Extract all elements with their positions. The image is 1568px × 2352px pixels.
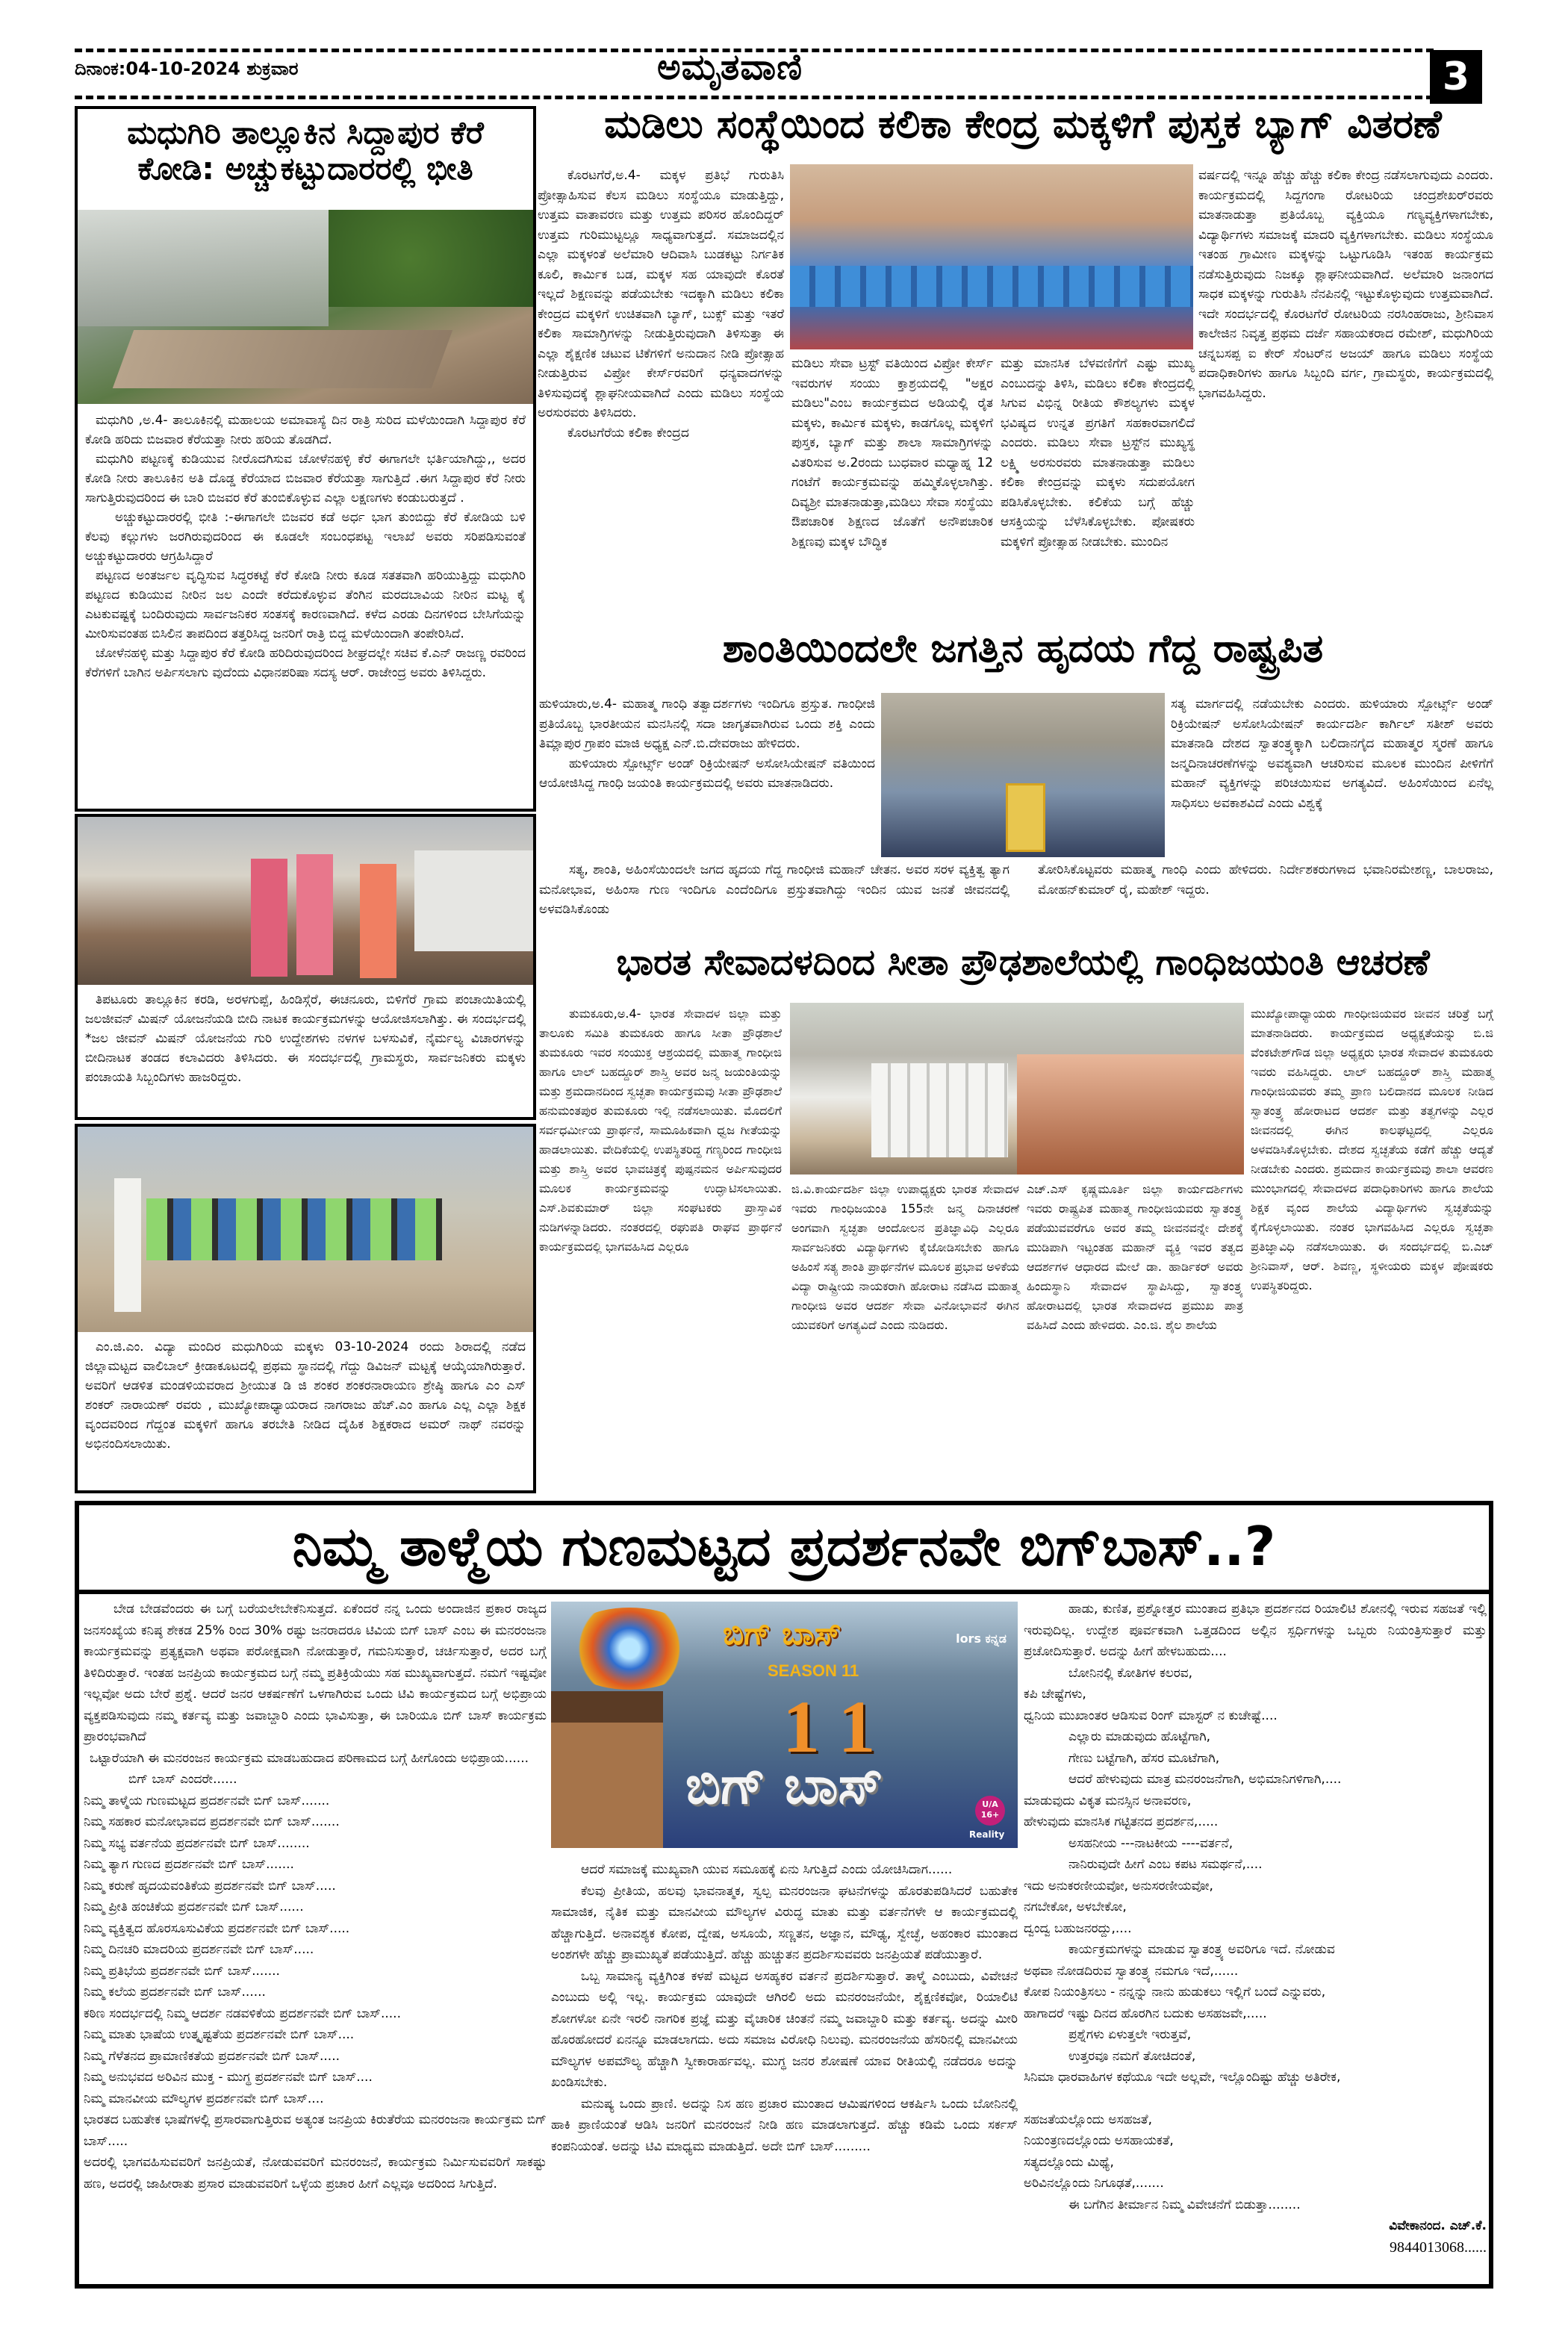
article-tiptur [75, 814, 536, 1120]
author-phone: 9844013068...... [1390, 2239, 1487, 2256]
refrain-line: ನಿಮ್ಮ ಸಹಕಾರ ಮನೋಭಾವದ ಪ್ರದರ್ಶನವೇ ಬಿಗ್ ಬಾಸ್....... [84, 1814, 340, 1829]
paragraph: ಎಚ್.ಎಸ್ ಕೃಷ್ಣಮೂರ್ತಿ ಜಿಲ್ಲಾ ಕಾರ್ಯದರ್ಶಿಗಳು ಇವರು ರಾಷ್ಟ್ರಪಿತ ಮಹಾತ್ಮ ಗಾಂಧೀಜಿಯವರು ಸ್ವಾತಂತ್ರ್ಯ ಪಡೆಯುವವರೆಗೂ ಅವರ ತಮ್ಮ ಜೀವನವನ್ನೇ ದೇಶಕ್ಕೆ ಮುಡಿಪಾಗಿ ಇಟ್ಟಂತಹ ಮಹಾನ್ ವ್ಯಕ್ತಿ ಇವರ ತತ್ವದ ಆದರ್ಶಗಳ ಆಧಾರದ ಮೇಲೆ ಡಾ. ಹಾರ್ಡಿಕರ್ ಅವರು ಹಿಂದುಸ್ಥಾನಿ ಸೇವಾದಳ ಸ್ಥಾಪಿಸಿದ್ದು, ಸ್ವಾತಂತ್ರ್ಯ ಹೋರಾಟದಲ್ಲಿ ಭಾರತ ಸೇವಾದಳದ ಪ್ರಮುಖ ಪಾತ್ರ ವಹಿಸಿದೆ ಎಂದು ಹೇಳಿದರು. ಎಂ.ಜಿ. ಶೈಲ ಶಾಲೆಯ [1027, 1182, 1243, 1332]
refrain-line: ನಿಮ್ಮ ಪ್ರತಿಭೆಯ ಪ್ರದರ್ಶನವೇ ಬಿಗ್ ಬಾಸ್....... [84, 1963, 280, 1979]
poem-line: ಪ್ರಶ್ನೆಗಳು ಏಳುತ್ತಲೇ ಇರುತ್ತವೆ, [1068, 2027, 1192, 2042]
poem-line: ಎಲ್ಲಾರು ಮಾಡುವುದು ಹೊಟ್ಟೆಗಾಗಿ, [1068, 1729, 1211, 1744]
page-number: 3 [1430, 50, 1482, 104]
paragraph: ಭಾರತದ ಬಹುತೇಕ ಭಾಷೆಗಳಲ್ಲಿ ಪ್ರಸಾರವಾಗುತ್ತಿರುವ ಅತ್ಯಂತ ಜನಪ್ರಿಯ ಕಿರುತೆರೆಯ ಮನರಂಜನಾ ಕಾರ್ಯಕ್ರಮ ಬಿಗ್ ಬಾಸ್..... [84, 2112, 547, 2149]
paragraph: ಕೆಲವು ಪ್ರೀತಿಯ, ಹಲವು ಭಾವನಾತ್ಮಕ, ಸ್ವಲ್ಪ ಮನರಂಜನಾ ಘಟನೆಗಳನ್ನು ಹೊರತುಪಡಿಸಿದರೆ ಬಹುತೇಕ ಸಾಮಾಜಿಕ, ನೈತಿಕ ಮತ್ತು ಮಾನವೀಯ ಮೌಲ್ಯಗಳ ವಿರುದ್ಧ ಮಾತು ಮತ್ತು ವರ್ತನೆಗಳೇ ಆ ಕಾರ್ಯಕ್ರಮದಲ್ಲಿ ಹೆಚ್ಚಾಗುತ್ತಿದೆ. ಅನಾವಶ್ಯಕ ಕೋಪ, ದ್ವೇಷ, ಅಸೂಯೆ, ಸಣ್ಣತನ, ಅಜ್ಞಾನ, ಮೌಢ್ಯ, ಸ್ವೇಚ್ಛೆ, ಅಹಂಕಾರ ಮುಂತಾದ ಅಂಶಗಳೇ ಹೆಚ್ಚು ಪ್ರಾಮುಖ್ಯತೆ ಪಡೆಯುತ್ತಿದೆ. ಹೆಚ್ಚು ಹುಚ್ಚುತನ ಪ್ರದರ್ಶಿಸುವವರು ಜನಪ್ರಿಯತೆ ಪಡೆಯುತ್ತಾರೆ. [551, 1883, 1018, 1962]
refrain-line: ನಿಮ್ಮ ದಿನಚರಿ ಮಾದರಿಯ ಪ್ರದರ್ಶನವೇ ಬಿಗ್ ಬಾಸ್..... [84, 1942, 314, 1957]
poem-line: ಮಾಡುವುದು ವಿಕೃತ ಮನಸ್ಸಿನ ಅನಾವರಣ, [1024, 1793, 1192, 1808]
paragraph: ಮತ್ತು ಮಾನಸಿಕ ಬೆಳವಣಿಗೆಗೆ ಎಷ್ಟು ಮುಖ್ಯ ಎಂಬುದನ್ನು ತಿಳಿಸಿ, ಮಡಿಲು ಕಲಿಕಾ ಕೇಂದ್ರದಲ್ಲಿ ಸಿಗುವ ವಿಭಿನ್ನ ರೀತಿಯ ಕೌಶಲ್ಯಗಳು ಮಕ್ಕಳ ಭವಿಷ್ಯದ ಉನ್ನತ ಪ್ರಗತಿಗೆ ಸಹಕಾರವಾಗಲಿದೆ ಎಂದರು. ಮಡಿಲು ಸೇವಾ ಟ್ರಸ್ಟ್‌ನ ಮುಖ್ಯಸ್ಥ ಲಕ್ಷ್ಮಿ ಅರಸುರವರು ಮಾತನಾಡುತ್ತಾ ಮಡಿಲು ಕಲಿಕಾ ಕೇಂದ್ರವನ್ನು ಮಕ್ಕಳು ಸದುಪಯೋಗ ಪಡಿಸಿಕೊಳ್ಳಬೇಕು. ಕಲಿಕೆಯ ಬಗ್ಗೆ ಹೆಚ್ಚು ಆಸಕ್ತಿಯನ್ನು ಬೆಳೆಸಿಕೊಳ್ಳಬೇಕು. ಪೋಷಕರು ಮಕ್ಕಳಿಗೆ ಪ್ರೋತ್ಸಾಹ ನೀಡಬೇಕು. ಮುಂದಿನ [1001, 356, 1195, 550]
paragraph: ಪಟ್ಟಣದ ಅಂತರ್ಜಲ ವೃದ್ಧಿಸುವ ಸಿದ್ಧರಕಟ್ಟೆ ಕೆರೆ ಕೋಡಿ ನೀರು ಕೂಡ ಸತತವಾಗಿ ಹರಿಯುತ್ತಿದ್ದು ಮಧುಗಿರಿ ಪಟ್ಟಣದ ಕುಡಿಯುವ ನೀರಿನ ಜಲ ಎಂದೇ ಕರೆದುಕೊಳ್ಳುವ ತೆಂಗಿನ ಮರದಬಾವಿಯ ನೀರಿನ ಮಟ್ಟ ಕೈ ಎಟಕುವಷ್ಟಕ್ಕೆ ಬಂದಿರುವುದು ಸಾರ್ವಜನಿಕರ ಸಂತಸಕ್ಕೆ ಕಾರಣವಾಗಿದೆ. ಕಳೆದ ಎರಡು ದಿನಗಳಿಂದ ಬೇಸಿಗೆಯನ್ನು ಮೀರಿಸುವಂತಹ ಬಿಸಿಲಿನ ತಾಪದಿಂದ ತತ್ತರಿಸಿದ್ದ ಜನರಿಗೆ ರಾತ್ರಿ ಬಿದ್ದ ಮಳೆಯಿಂದಾಗಿ ತಂಪೇರಿಸಿದೆ. [85, 568, 526, 641]
poem-line: ನಿಯಂತ್ರಣದಲ್ಲೊಂದು ಅಸಹಾಯಕತೆ, [1024, 2133, 1174, 2148]
paragraph: ಮಧುಗಿರಿ ,ಅ.4- ತಾಲೂಕಿನಲ್ಲಿ ಮಹಾಲಯ ಅಮಾವಾಸ್ಯೆ ದಿನ ರಾತ್ರಿ ಸುರಿದ ಮಳೆಯಿಂದಾಗಿ ಸಿದ್ದಾಪುರ ಕೆರೆ ಕೋಡಿ ಹರಿದು ಬಿಜವಾರ ಕೆರೆಯತ್ತಾ ನೀರು ಹರಿಯ ತೊಡಗಿದೆ. [85, 413, 526, 447]
paragraph: ಮಡಿಲು ಸೇವಾ ಟ್ರಸ್ಟ್ ವತಿಯಿಂದ ವಿಪ್ರೋ ಕೇರ್ಸ್ ಇವರುಗಳ ಸಂಯು ಕ್ತಾಶ್ರಯದಲ್ಲಿ "ಅಕ್ಷರ ಮಡಿಲು"ಎಂಬ ಕಾರ್ಯಕ್ರಮದ ಅಡಿಯಲ್ಲಿ ರೈತ ಮಕ್ಕಳು, ಕಾರ್ಮಿಕ ಮಕ್ಕಳು, ಕಾಡಗೊಲ್ಲ ಮಕ್ಕಳಿಗೆ ಪುಸ್ತಕ, ಬ್ಯಾಗ್ ಮತ್ತು ಶಾಲಾ ಸಾಮಾಗ್ರಿಗಳನ್ನು ವಿತರಿಸುವ ಅ.2ರಂದು ಬುಧವಾರ ಮಧ್ಯಾಹ್ನ 12 ಗಂಟೆಗೆ ಕಾರ್ಯಕ್ರಮವನ್ನು ಹಮ್ಮಿಕೊಳ್ಳಲಾಗಿತ್ತು. ದಿವ್ಯಶ್ರೀ ಮಾತನಾಡುತ್ತಾ,ಮಡಿಲು ಸೇವಾ ಸಂಸ್ಥೆಯು ಔಪಚಾರಿಕ ಶಿಕ್ಷಣದ ಜೊತೆಗೆ ಅನೌಪಚಾರಿಕ ಶಿಕ್ಷಣವು ಮಕ್ಕಳ ಬೌದ್ಧಿಕ [791, 356, 993, 550]
paragraph: ಮುಖ್ಯೋಪಾಧ್ಯಾಯರು ಗಾಂಧೀಜಿಯವರ ಜೀವನ ಚರಿತ್ರೆ ಬಗ್ಗೆ ಮಾತನಾಡಿದರು. ಕಾರ್ಯಕ್ರಮದ ಅಧ್ಯಕ್ಷತೆಯನ್ನು ಬಿ.ಜಿ ವೆಂಕಟೇಶ್‌ಗೌಡ ಜಿಲ್ಲಾ ಅಧ್ಯಕ್ಷರು ಭಾರತ ಸೇವಾದಳ ತುಮಕೂರು ಇವರು ವಹಿಸಿದ್ದರು. ಲಾಲ್ ಬಹದ್ದೂರ್ ಶಾಸ್ತ್ರಿ ಮಹಾತ್ಮ ಗಾಂಧೀಜಿಯವರು ತಮ್ಮ ಪ್ರಾಣ ಬಲಿದಾನದ ಮೂಲಕ ನೀಡಿದ ಸ್ವಾತಂತ್ರ್ಯ ಹೋರಾಟದ ಆದರ್ಶ ಮತ್ತು ತತ್ವಗಳನ್ನು ಎಲ್ಲರ ಜೀವನದಲ್ಲಿ ಈಗಿನ ಕಾಲಘಟ್ಟದಲ್ಲಿ ಎಲ್ಲರೂ ಅಳವಡಿಸಿಕೊಳ್ಳಬೇಕು. ದೇಶದ ಸ್ವಚ್ಛತೆಯ ಕಡೆಗೆ ಹೆಚ್ಚು ಆದ್ಯತೆ ನೀಡಬೇಕು ಎಂದರು. ಶ್ರಮದಾನ ಕಾರ್ಯಕ್ರಮವು ಶಾಲಾ ಆವರಣ ಮುಂಭಾಗದಲ್ಲಿ ಸೇವಾದಳದ ಪದಾಧಿಕಾರಿಗಳು ಹಾಗೂ ಶಾಲೆಯ ಶಿಕ್ಷಕ ವೃಂದ ಶಾಲೆಯ ವಿದ್ಯಾರ್ಥಿಗಳು ಸ್ವಚ್ಛತೆಯನ್ನು ಕೈಗೊಳ್ಳಲಾಯಿತು. ನಂತರ ಭಾಗವಹಿಸಿದ ಎಲ್ಲರೂ ಸ್ವಚ್ಛತಾ ಪ್ರತಿಜ್ಞಾವಿಧಿ ನಡೆಸಲಾಯಿತು. ಈ ಸಂದರ್ಭದಲ್ಲಿ ಬಿ.ಎಚ್ ಶ್ರೀನಿವಾಸ್, ಆರ್. ಶಿವಣ್ಣ, ಸ್ಥಳೀಯರು ಮಕ್ಕಳ ಪೋಷಕರು ಉಪಸ್ಥಿತರಿದ್ದರು. [1251, 1007, 1493, 1292]
bottom-dashed-rule [75, 96, 1434, 99]
refrain-line: ನಿಮ್ಮ ಮಾನವೀಯ ಮೌಲ್ಯಗಳ ಪ್ರದರ್ಶನವೇ ಬಿಗ್ ಬಾಸ್.... [84, 2091, 324, 2106]
poem-line: ನಾನಿರುವುದೇ ಹೀಗೆ ಎಂಬ ಕಪಟ ಸಮರ್ಥನೆ,.... [1068, 1857, 1263, 1872]
paragraph: ಆದರೆ ಸಮಾಜಕ್ಕೆ ಮುಖ್ಯವಾಗಿ ಯುವ ಸಮೂಹಕ್ಕೆ ಏನು ಸಿಗುತ್ತಿದೆ ಎಂದು ಯೋಚಿಸಿದಾಗ...... [581, 1862, 953, 1877]
refrain-line: ನಿಮ್ಮ ಗೆಳೆತನದ ಪ್ರಾಮಾಣಿಕತೆಯ ಪ್ರದರ್ಶನವೇ ಬಿಗ್ ಬಾಸ್..... [84, 2048, 340, 2064]
paper-name: ಅಮೃತವಾಣಿ [657, 46, 803, 88]
paragraph: ಕೊರಟಗೆರೆಯ ಕಲಿಕಾ ಕೇಂದ್ರದ [567, 425, 689, 441]
huliyar-column-3 [1171, 694, 1493, 813]
genre-label: Reality [969, 1829, 1005, 1840]
bigg-boss-headline-box [75, 1501, 1493, 1594]
paragraph: ವರ್ಷದಲ್ಲಿ ಇನ್ನೂ ಹೆಚ್ಚು ಹೆಚ್ಚು ಕಲಿಕಾ ಕೇಂದ್ರ ನಡೆಸಲಾಗುವುದು ಎಂದರು. ಕಾರ್ಯಕ್ರಮದಲ್ಲಿ ಸಿದ್ದಗಂಗಾ ರೋಟರಿಯ ಚಂದ್ರಶೇಖರ್‌ರವರು ಮಾತನಾಡುತ್ತಾ ಪ್ರತಿಯೊಬ್ಬ ವ್ಯಕ್ತಿಯೂ ಗಣ್ಯವ್ಯಕ್ತಿಗಳಾಗಬೇಕು, ವಿದ್ಯಾರ್ಥಿಗಳು ಸಮಾಜಕ್ಕೆ ಮಾದರಿ ವ್ಯಕ್ತಿಗಳಾಗಬೇಕು. ಮಡಿಲು ಸಂಸ್ಥೆಯೂ ಇತಂಹ ಗ್ರಾಮೀಣ ಮಕ್ಕಳನ್ನು ಒಟ್ಟುಗೂಡಿಸಿ ಇತಂಹ ಕಾರ್ಯಕ್ರಮ ನಡೆಸುತ್ತಿರುವುದು ನಿಜಕ್ಕೂ ಶ್ಲಾಘನೀಯವಾಗಿದೆ. ಅಲೆಮಾರಿ ಜನಾಂಗದ ಸಾಧಕ ಮಕ್ಕಳನ್ನು ಗುರುತಿಸಿ ನೆನಪಿನಲ್ಲಿ ಇಟ್ಟುಕೊಳ್ಳುವುದು ಉತ್ತಮವಾಗಿದೆ. ಇದೇ ಸಂದರ್ಭದಲ್ಲಿ ಕೊರಟಗೆರೆ ರೋಟರಿಯ ನರಸಿಂಹರಾಜು, ಶ್ರೀನಿವಾಸ ಕಾಲೇಜಿನ ನಿವೃತ್ತ ಪ್ರಥಮ ದರ್ಜೆ ಸಹಾಯಕರಾದ ರಮೇಶ್, ಮಧುಗಿರಿಯ ಚನ್ನಬಸಪ್ಪ ಐ ಕೇರ್ ಸೆಂಟರ್‌ನ ಅಜಯ್ ಹಾಗೂ ಮಡಿಲು ಸಂಸ್ಥೆಯ ಪದಾಧಿಕಾರಿಗಳು ಹಾಗೂ ಸಿಬ್ಬಂದಿ ವರ್ಗ, ಗ್ರಾಮಸ್ಥರು, ಕಾರ್ಯಕ್ರಮದಲ್ಲಿ ಭಾಗವಹಿಸಿದ್ದರು. [1198, 168, 1493, 401]
article-volleyball [75, 1124, 536, 1493]
paragraph: ಜಿ.ವಿ.ಕಾರ್ಯದರ್ಶಿ ಜಿಲ್ಲಾ ಉಪಾಧ್ಯಕ್ಷರು ಭಾರತ ಸೇವಾದಳ ಇವರು ಗಾಂಧಿಜಯಂತಿ 155ನೇ ಜನ್ಮ ದಿನಾಚರಣೆ ಅಂಗವಾಗಿ ಸ್ವಚ್ಛತಾ ಆಂದೋಲನ ಪ್ರತಿಜ್ಞಾವಿಧಿ ಎಲ್ಲರೂ ಸಾರ್ವಜನಿಕರು ವಿದ್ಯಾರ್ಥಿಗಳು ಕೈಜೋಡಿಸಬೇಕು ಹಾಗೂ ಅಹಿಂಸೆ ಸತ್ಯ ಶಾಂತಿ ಪ್ರಾರ್ಥನೆಗಳ ಮೂಲಕ ಪ್ರಭಾವ ಅಳಿಕೆಯ ವಿದ್ಯಾ ರಾಷ್ಟ್ರೀಯ ನಾಯಕರಾಗಿ ಹೋರಾಟ ನಡೆಸಿದ ಮಹಾತ್ಮ ಗಾಂಧೀಜಿ ಅವರ ಆದರ್ಶ ಸೇವಾ ವಿನೋಭಾವನೆ ಈಗಿನ ಯುವಕರಿಗೆ ಅಗತ್ಯವಿದೆ ಎಂದು ನುಡಿದರು. [791, 1182, 1019, 1332]
paragraph: ಚೋಳೆನಹಳ್ಳಿ ಮತ್ತು ಸಿದ್ದಾಪುರ ಕೆರೆ ಕೋಡಿ ಹರಿದಿರುವುದರಿಂದ ಶೀಘ್ರದಲ್ಲೇ ಸಚಿವ ಕೆ.ಎನ್ ರಾಜಣ್ಣ ರವರಿಂದ ಕೆರೆಗಳಿಗೆ ಬಾಗಿನ ಅರ್ಪಿಸಲಾಗು ವುದೆಂದು ವಿಧಾನಪರಿಷಾ ಸದಸ್ಯ ಆರ್. ರಾಜೇಂದ್ರ ಅವರು ತಿಳಿಸಿದ್ದರು. [85, 646, 526, 680]
paragraph: ತೋರಿಸಿಕೊಟ್ಟವರು ಮಹಾತ್ಮ ಗಾಂಧಿ ಎಂದು ಹೇಳಿದರು. ನಿರ್ದೇಶಕರುಗಳಾದ ಭವಾನಿರಮೇಶಣ್ಣ, ಬಾಲರಾಜು, ಮೋಹನ್‌ಕುಮಾರ್ ರೈ, ಮಹೇಶ್ ಇದ್ದರು. [1038, 862, 1493, 897]
paragraph: ಎಂ.ಜಿ.ಎಂ. ವಿದ್ಯಾ ಮಂದಿರ ಮಧುಗಿರಿಯ ಮಕ್ಕಳು 03-10-2024 ರಂದು ಶಿರಾದಲ್ಲಿ ನಡೆದ ಜಿಲ್ಲಾಮಟ್ಟದ ವಾಲಿಬಾಲ್ ಕ್ರೀಡಾಕೂಟದಲ್ಲಿ ಪ್ರಥಮ ಸ್ಥಾನದಲ್ಲಿ ಗೆದ್ದು ಡಿವಿಜನ್ ಮಟ್ಟಕ್ಕೆ ಆಯ್ಕೆಯಾಗಿರುತ್ತಾರೆ. ಅವರಿಗೆ ಆಡಳಿತ ಮಂಡಳಿಯವರಾದ ಶ್ರೀಯುತ ಡಿ ಜಿ ಶಂಕರ ಶಂಕರನಾರಾಯಣ ಶ್ರೇಷ್ಠಿ ಹಾಗೂ ಎಂ ಎಸ್ ಶಂಕರ್ ನಾರಾಯಣ್ ರವರು , ಮುಖ್ಯೋಪಾಧ್ಯಾಯರಾದ ನಾಗರಾಜು ಹೆಚ್.ಎಂ ಹಾಗೂ ಎಲ್ಲ ಎಲ್ಲಾ ಶಿಕ್ಷಕ ವೃಂದವರಿಂದ ಗೆದ್ದಂತ ಮಕ್ಕಳಿಗೆ ಹಾಗೂ ತರಬೇತಿ ನೀಡಿದ ದೈಹಿಕ ಶಿಕ್ಷಕರಾದ ಅಮರ್ ನಾಥ್ ನವರನ್ನು ಅಭಿನಂದಿಸಲಾಯಿತು. [85, 1340, 526, 1452]
paragraph: ಹುಳಿಯಾರು,ಅ.4- ಮಹಾತ್ಮ ಗಾಂಧಿ ತತ್ವಾದರ್ಶಗಳು ಇಂದಿಗೂ ಪ್ರಸ್ತುತ. ಗಾಂಧೀಜಿ ಪ್ರತಿಯೊಬ್ಬ ಭಾರತೀಯನ ಮನಸಿನಲ್ಲಿ ಸದಾ ಜಾಗೃತವಾಗಿರುವ ಒಂದು ಶಕ್ತಿ ಎಂದು ತಿಮ್ಲಾಪುರ ಗ್ರಾಪಂ ಮಾಜಿ ಅಧ್ಯಕ್ಷ ಎನ್.ಬಿ.ದೇವರಾಜು ಹೇಳಿದರು. [539, 697, 875, 751]
issue-date: ದಿನಾಂಕ:04-10-2024 ಶುಕ್ರವಾರ [75, 58, 299, 79]
article-body [78, 1334, 533, 1457]
poem-line: ಕಪಿ ಚೇಷ್ಟೆಗಳು, [1024, 1687, 1086, 1702]
paragraph: ಒಬ್ಬ ಸಾಮಾನ್ಯ ವ್ಯಕ್ತಿಗಿಂತ ಕಳಪೆ ಮಟ್ಟದ ಅಸಹ್ಯಕರ ವರ್ತನೆ ಪ್ರದರ್ಶಿಸುತ್ತಾರೆ. ತಾಳ್ಮೆ ಎಂಬುದು, ವಿವೇಚನೆ ಎಂಬುದು ಅಲ್ಲಿ ಇಲ್ಲ. ಕಾರ್ಯಕ್ರಮ ಯಾವುದೇ ಆಗಿರಲಿ ಅದು ಮನರಂಜನೆಯೇ, ಶೈಕ್ಷಣಿಕವೋ, ರಿಯಾಲಿಟಿ ಶೋಗಳೋ ಏನೇ ಇರಲಿ ನಾಗರಿಕ ಪ್ರಜ್ಞೆ ಮತ್ತು ವೈಚಾರಿಕ ಚಿಂತನೆ ನಮ್ಮ ಜವಾಬ್ದಾರಿ ಮತ್ತು ಕರ್ತವ್ಯ. ಅದನ್ನು ಮೀರಿ ಹೊರಹೋದರೆ ಏನನ್ನೂ ಮಾಡಲಾಗದು. ಅದು ಸಮಾಜ ವಿರೋಧಿ ನಿಲುವು. ಮನರಂಜನೆಯ ಹೆಸರಿನಲ್ಲಿ ಮಾನವೀಯ ಮೌಲ್ಯಗಳ ಅಪಮೌಲ್ಯ ಹೆಚ್ಚಾಗಿ ಸ್ವೀಕಾರಾರ್ಹವಲ್ಲ. ಮುಗ್ಧ ಜನರ ಶೋಷಣೆ ಯಾವ ರೀತಿಯಲ್ಲಿ ನಡೆದರೂ ಅದನ್ನು ಖಂಡಿಸಬೇಕು. [551, 1968, 1018, 2090]
refrain-line: ನಿಮ್ಮ ತಾಳ್ಮೆಯ ಗುಣಮಟ್ಟದ ಪ್ರದರ್ಶನವೇ ಬಿಗ್ ಬಾಸ್....... [84, 1793, 330, 1808]
madilu-column-1 [538, 166, 784, 443]
headline-madilu: ಮಡಿಲು ಸಂಸ್ಥೆಯಿಂದ ಕಲಿಕಾ ಕೇಂದ್ರ ಮಕ್ಕಳಿಗೆ ಪುಸ್ತಕ ಬ್ಯಾಗ್ ವಿತರಣೆ [604, 102, 1442, 147]
article-madhugiri [75, 106, 536, 812]
refrain-line: ನಿಮ್ಮ ಸಭ್ಯ ವರ್ತನೆಯ ಪ್ರದರ್ಶನವೇ ಬಿಗ್ ಬಾಸ್........ [84, 1835, 310, 1851]
paragraph: ಕೊರಟಗೆರೆ,ಅ.4- ಮಕ್ಕಳ ಪ್ರತಿಭೆ ಗುರುತಿಸಿ ಪ್ರೋತ್ಸಾಹಿಸುವ ಕೆಲಸ ಮಡಿಲು ಸಂಸ್ಥೆಯೂ ಮಾಡುತ್ತಿದ್ದು, ಉತ್ತಮ ವಾತಾವರಣ ಮತ್ತು ಉತ್ತಮ ಪರಿಸರ ಹೊಂದಿದ್ದರ್ ಉತ್ತಮ ಗುರಿಮುಟ್ಟಲ್ಲೂ ಸಾಧ್ಯವಾಗುತ್ತದೆ. ಸಮಾಜದಲ್ಲಿನ ಎಲ್ಲಾ ಮಕ್ಕಳಂತೆ ಅಲೆಮಾರಿ ಆದಿವಾಸಿ ಬುಡಕಟ್ಟು ನಿರ್ಗತಿಕ ಕೂಲಿ, ಕಾರ್ಮಿಕ ಬಡ, ಮಕ್ಕಳ ಸಹ ಯಾವುದೇ ಕೊರತೆ ಇಲ್ಲದೆ ಶಿಕ್ಷಣವನ್ನು ಪಡೆಯಬೇಕು ಇದಕ್ಕಾಗಿ ಮಡಿಲು ಕಲಿಕಾ ಕೇಂದ್ರದ ಮಕ್ಕಳಿಗೆ ಉಚಿತವಾಗಿ ಬ್ಯಾಗ್, ಬುಕ್ಸ್ ಮತ್ತು ಇತರೆ ಕಲಿಕಾ ಸಾಮಾಗ್ರಿಗಳನ್ನು ನೀಡುತ್ತಿರುವುದಾಗಿ ತಿಳಿಸುತ್ತಾ ಈ ಎಲ್ಲಾ ಶೈಕ್ಷಣಿಕ ಚಟುವ ಟಿಕೆಗಳಿಗೆ ಅನುದಾನ ನೀಡಿ ಪ್ರೋತ್ಸಾಹ ನೀಡುತ್ತಿರುವ ವಿಪ್ರೋ ಕೇರ್ಸ್‌ರವರಿಗೆ ಧನ್ಯವಾದಗಳನ್ನು ತಿಳಿಸುವುದಕ್ಕೆ ಶ್ಲಾಘನೀಯವಾಗಿದೆ ಎಂದು ಮಡಿಲು ಸಂಸ್ಥೆಯ ಅರಸುರವರು ತಿಳಿಸಿದರು. [538, 168, 784, 420]
poem-line: ದ್ವಂದ್ವ ಬಹುಜನರದ್ದು,.... [1024, 1920, 1132, 1936]
huliyar-column-1 [539, 694, 875, 794]
volleyball-team-photo [78, 1127, 533, 1332]
bigg-boss-column-1 [84, 1599, 547, 2194]
paragraph: ಅದರಲ್ಲಿ ಭಾಗವಹಿಸುವವರಿಗೆ ಜನಪ್ರಿಯತೆ, ನೋಡುವವರಿಗೆ ಮನರಂಜನೆ, ಕಾರ್ಯಕ್ರಮ ನಿರ್ಮಿಸುವವರಿಗೆ ಸಾಕಷ್ಟು ಹಣ, ಅದರಲ್ಲಿ ಜಾಹೀರಾತು ಪ್ರಸಾರ ಮಾಡುವವರಿಗೆ ಒಳ್ಳೆಯ ಪ್ರಚಾರ ಹೀಗೆ ಎಲ್ಲವೂ ಅದರಿಂದ ಸಿಗುತ್ತಿದೆ. [84, 2155, 547, 2191]
poem-line [1024, 2088, 1487, 2109]
poem-line: ಸಿನಿಮಾ ಧಾರವಾಹಿಗಳ ಕಥೆಯೂ ಇದೇ ಅಲ್ಲವೇ, ಇಲ್ಲೊಂದಿಷ್ಟು ಹೆಚ್ಚು ಅತಿರೇಕ, [1024, 2070, 1341, 2085]
channel-logo: lors ಕನ್ನಡ [956, 1631, 1007, 1646]
poem-line: ಹೇಳುವುದು ಮಾನಸಿಕ ಗಟ್ಟಿತನದ ಪ್ರದರ್ಶನ,..... [1024, 1814, 1219, 1829]
seva-dal-column-2 [791, 1180, 1019, 1335]
paragraph: ಬೇಡ ಬೇಡವೆಂದರು ಈ ಬಗ್ಗೆ ಬರೆಯಲೇಬೇಕೆನಿಸುತ್ತದೆ. ಏಕೆಂದರೆ ನನ್ನ ಒಂದು ಅಂದಾಜಿನ ಪ್ರಕಾರ ರಾಜ್ಯದ ಜನಸಂಖ್ಯೆಯ ಕನಿಷ್ಠ ಶೇಕಡ 25% ರಿಂದ 30% ರಷ್ಟು ಜನರಾದರೂ ಟಿವಿಯ ಬಿಗ್ ಬಾಸ್ ಎಂಬ ಈ ಮನರಂಜನಾ ಕಾರ್ಯಕ್ರಮವನ್ನು ಪ್ರತ್ಯಕ್ಷವಾಗಿ ಅಥವಾ ಪರೋಕ್ಷವಾಗಿ ನೋಡುತ್ತಾರೆ, ಗಮನಿಸುತ್ತಾರೆ, ಚರ್ಚಿಸುತ್ತಾರೆ, ಅದರ ಬಗ್ಗೆ ತಿಳಿದಿರುತ್ತಾರೆ. ಇಂತಹ ಜನಪ್ರಿಯ ಕಾರ್ಯಕ್ರಮದ ಬಗ್ಗೆ ನಮ್ಮ ಪ್ರತಿಕ್ರಿಯೆಯು ಸಹ ಮುಖ್ಯವಾಗುತ್ತದೆ. ನಮಗೆ ಇಷ್ಟವೋ ಇಲ್ಲವೋ ಅದು ಬೇರೆ ಪ್ರಶ್ನೆ. ಆದರೆ ಜನರ ಆಕರ್ಷಣೆಗೆ ಒಳಗಾಗಿರುವ ಒಂದು ಟಿವಿ ಕಾರ್ಯಕ್ರಮದ ಬಗ್ಗೆ ಅಭಿಪ್ರಾಯ ವ್ಯಕ್ತಪಡಿಸುವುದು ನಮ್ಮ ಕರ್ತವ್ಯ ಮತ್ತು ಜವಾಬ್ದಾರಿ ಎಂದು ಭಾವಿಸುತ್ತಾ, ಈ ಬಾರಿಯೂ ಬಿಗ್ ಬಾಸ್ ಕಾರ್ಯಕ್ರಮ ಪ್ರಾರಂಭವಾಗಿದೆ [84, 1602, 547, 1744]
refrain-line: ನಿಮ್ಮ ಕರುಣೆ ಹೃದಯವಂತಿಕೆಯ ಪ್ರದರ್ಶನವೇ ಬಿಗ್ ಬಾಸ್..... [84, 1878, 336, 1894]
poem [1024, 1663, 1487, 2216]
refrain-line: ನಿಮ್ಮ ಮಾತು ಭಾಷೆಯ ಉತ್ಕೃಷ್ಟತೆಯ ಪ್ರದರ್ಶನವೇ ಬಿಗ್ ಬಾಸ್.... [84, 2027, 355, 2042]
seva-dal-column-1 [539, 1004, 782, 1257]
seva-dal-column-3 [1027, 1180, 1243, 1335]
refrain-line: ನಿಮ್ಮ ತ್ಯಾಗ ಗುಣದ ಪ್ರದರ್ಶನವೇ ಬಿಗ್ ಬಾಸ್....... [84, 1857, 294, 1872]
logo-text: ಬಿಗ್ ಬಾಸ್ [723, 1615, 841, 1652]
paragraph: ಹಾಡು, ಕುಣಿತ, ಪ್ರಶ್ನೋತ್ತರ ಮುಂತಾದ ಪ್ರತಿಭಾ ಪ್ರದರ್ಶನದ ರಿಯಾಲಿಟಿ ಶೋನಲ್ಲಿ ಇರುವ ಸಹಜತೆ ಇಲ್ಲಿ ಇರುವುದಿಲ್ಲ. ಉದ್ದೇಶ ಪೂರ್ವಕವಾಗಿ ಒತ್ತಡದಿಂದ ಅಲ್ಲಿನ ಸ್ಪರ್ಧಿಗಳನ್ನು ಒಬ್ಬರು ನಿಯಂತ್ರಿಸುತ್ತಾರೆ ಮತ್ತು ಪ್ರಚೋದಿಸುತ್ತಾರೆ. ಅದನ್ನು ಹೀಗೆ ಹೇಳಬಹುದು.... [1024, 1602, 1487, 1659]
bigg-boss-promo-photo [551, 1602, 1018, 1848]
poem-line: ಗೇಣು ಬಟ್ಟೆಗಾಗಿ, ಹೆಸರ ಮೂಟೆಗಾಗಿ, [1068, 1750, 1220, 1766]
lake-photo [78, 210, 533, 404]
seva-dal-column-4 [1251, 1004, 1493, 1295]
paragraph: ತಿಪಟೂರು ತಾಲ್ಲೂಕಿನ ಕರಡಿ, ಅರಳಗುಪ್ಪೆ, ಹಿಂಡಿಸ್ಗೆರೆ, ಈಚನೂರು, ಬಿಳಿಗೆರೆ ಗ್ರಾಮ ಪಂಚಾಯಿತಿಯಲ್ಲಿ ಜಲಜೀವನ್ ಮಿಷನ್ ಯೋಜನೆಯಡಿ ಬೀದಿ ನಾಟಕ ಕಾರ್ಯಕ್ರಮಗಳನ್ನು ಆಯೋಜಿಸಲಾಗಿತ್ತು. ಈ ಸಂದರ್ಭದಲ್ಲಿ *ಜಲ ಜೀವನ್ ಮಿಷನ್ ಯೋಜನೆಯ ಗುರಿ ಉದ್ದೇಶಗಳು ನಳಗಳ ಬಳಸುವಿಕೆ, ನೈರ್ಮಲ್ಯ ವಿಚಾರಗಳನ್ನು ಬೀದಿನಾಟಕ ತಂಡದ ಕಲಾವಿದರು ತಿಳಿಸಿದರು. ಈ ಸಂದರ್ಭದಲ್ಲಿ ಗ್ರಾಮಸ್ಥರು, ಸಾರ್ವಜನಿಕರು ಮಕ್ಕಳು ಪಂಚಾಯತಿ ಸಿಬ್ಬಂದಿಗಳು ಹಾಜರಿದ್ದರು. [85, 992, 526, 1085]
paragraph: ಹುಳಿಯಾರು ಸ್ಪೋರ್ಟ್ಸ್ ಅಂಡ್ ರಿಕ್ರಿಯೇಷನ್ ಅಸೋಸಿಯೇಷನ್ ವತಿಯಿಂದ ಆಯೋಜಿಸಿದ್ದ ಗಾಂಧಿ ಜಯಂತಿ ಕಾರ್ಯಕ್ರಮದಲ್ಲಿ ಅವರು ಮಾತನಾಡಿದರು. [539, 756, 875, 791]
huliyar-bottom-right [1038, 860, 1493, 900]
refrain-line: ಕಠಿಣ ಸಂದರ್ಭದಲ್ಲಿ ನಿಮ್ಮ ಆದರ್ಶ ನಡವಳಿಕೆಯ ಪ್ರದರ್ಶನವೇ ಬಿಗ್ ಬಾಸ್..... [84, 2006, 401, 2021]
poem-line: ಆದರೆ ಹೇಳುವುದು ಮಾತ್ರ ಮನರಂಜನೆಗಾಗಿ, ಅಭಿಮಾನಿಗಳಿಗಾಗಿ,.... [1068, 1772, 1342, 1787]
poem-line: ಇದು ಅನುಕರಣೀಯವೋ, ಅನುಸರಣೀಯವೋ, [1024, 1878, 1213, 1894]
poem-line: ನಗಬೇಕೋ, ಅಳಬೇಕೋ, [1024, 1900, 1127, 1914]
poem-line: ಸತ್ಯದಲ್ಲೊಂದು ಮಿಥ್ಯೆ, [1024, 2154, 1114, 2170]
paragraph: ಅಚ್ಚುಕಟ್ಟುದಾರರಲ್ಲಿ ಭೀತಿ :-ಈಗಾಗಲೇ ಬಿಜವರ ಕಡೆ ಅರ್ಧ ಭಾಗ ತುಂಬಿದ್ದು ಕೆರೆ ಕೋಡಿಯ ಬಳಿ ಕೆಲವು ಕಲ್ಲುಗಳು ಜರಗಿರುವುದರಿಂದ ಈ ಕೂಡಲೇ ಸಂಬಂಧಪಟ್ಟ ಇಲಾಖೆ ಅವರು ಸರಿಪಡಿಸುವಂತೆ ಅಚ್ಚುಕಟ್ಟುದಾರರು ಆಗ್ರಹಿಸಿದ್ದಾರೆ [85, 510, 526, 564]
headline: ಮಧುಗಿರಿ ತಾಲ್ಲೂಕಿನ ಸಿದ್ದಾಪುರ ಕೆರೆ ಕೋಡಿ: ಅಚ್ಚುಕಟ್ಟುದಾರರಲ್ಲಿ ಭೀತಿ [127, 114, 484, 187]
pledge-ceremony-photo [790, 1003, 1244, 1175]
madilu-column-3 [1001, 354, 1195, 552]
paragraph: ಮಧುಗಿರಿ ಪಟ್ಟಣಕ್ಕೆ ಕುಡಿಯುವ ನೀರೊದಗಿಸುವ ಚೋಳೆನಹಳ್ಳಿ ಕೆರೆ ಈಗಾಗಲೇ ಭರ್ತಿಯಾಗಿದ್ದು,, ಅದರ ಕೋಡಿ ನೀರು ತಾಲೂಕಿನ ಅತಿ ದೊಡ್ಡ ಕೆರೆಯಾದ ಬಿಜವಾರ ಕೆರೆಯತ್ತಾ ಸಾಗುತ್ತಿದೆ .ಈಗ ಸಿದ್ದಾಪುರ ಕೆರೆ ನೀರು ಸಾಗುತ್ತಿರುವುದರಿಂದ ಈ ಬಾರಿ ಬಿಜವರ ಕೆರೆ ತುಂಬಿಕೊಳ್ಳುವ ಎಲ್ಲಾ ಲಕ್ಷಣಗಳು ಕಂಡುಬರುತ್ತದೆ . [85, 452, 526, 505]
bigg-boss-column-2 [551, 1859, 1018, 2157]
rating-badge: U/A 16+ [975, 1796, 1005, 1826]
poem-line: ಕೋಪ ನಿಯಂತ್ರಿಸಲು - ನನ್ನನ್ನು ನಾನು ಹುಡುಕಲು ಇಲ್ಲಿಗೆ ಬಂದೆ ಎನ್ನುವರು, [1024, 1985, 1326, 2000]
poem-line: ಅಥವಾ ನೋಡದಿರುವ ಸ್ವಾತಂತ್ರ್ಯ ನಮಗೂ ಇದೆ,...... [1024, 1963, 1239, 1979]
refrain-line: ನಿಮ್ಮ ಅನುಭವದ ಅರಿವಿನ ಮುಕ್ತ - ಮುಗ್ಧ ಪ್ರದರ್ಶನವೇ ಬಿಗ್ ಬಾಸ್.... [84, 2070, 373, 2085]
refrain-list [84, 1791, 547, 2110]
bigg-boss-column-3 [1024, 1599, 1487, 2258]
poem-line: ಸಹಜತೆಯಲ್ಲೊಂದು ಅಸಹಜತೆ, [1024, 2112, 1153, 2127]
season-label: SEASON 11 [768, 1661, 859, 1680]
poem-line: ಹಾಗಾದರೆ ಇಷ್ಟು ದಿನದ ಹೊರಗಿನ ಬದುಕು ಅಸಹಜವೇ,..... [1024, 2006, 1267, 2021]
gandhi-portrait-photo [881, 693, 1165, 857]
paragraph: ಸತ್ಯ, ಶಾಂತಿ, ಅಹಿಂಸೆಯಿಂದಲೇ ಜಗದ ಹೃದಯ ಗೆದ್ದ ಗಾಂಧೀಜಿ ಮಹಾನ್ ಚೇತನ. ಅವರ ಸರಳ ವ್ಯಕ್ತಿತ್ವ ತ್ಯಾಗ ಮನೋಭಾವ, ಅಹಿಂಸಾ ಗುಣ ಇಂದಿಗೂ ಎಂದೆಂದಿಗೂ ಪ್ರಸ್ತುತವಾಗಿದ್ದು ಇಂದಿನ ಯುವ ಜನತೆ ಜೀವನದಲ್ಲಿ ಅಳವಡಿಸಿಕೊಂಡು [539, 862, 1009, 917]
poem-line: ಕಾರ್ಯಕ್ರಮಗಳನ್ನು ಮಾಡುವ ಸ್ವಾತಂತ್ರ್ಯ ಅವರಿಗೂ ಇದೆ. ನೋಡುವ [1068, 1942, 1335, 1957]
paragraph: ಸತ್ಯ ಮಾರ್ಗದಲ್ಲಿ ನಡೆಯಬೇಕು ಎಂದರು. ಹುಳಿಯಾರು ಸ್ಪೋರ್ಟ್ಸ್ ಅಂಡ್ ರಿಕ್ರಿಯೇಷನ್ ಅಸೋಸಿಯೇಷನ್ ಕಾರ್ಯದರ್ಶಿ ಕಾರ್ಗಿಲ್ ಸತೀಶ್ ಅವರು ಮಾತನಾಡಿ ದೇಶದ ಸ್ವಾತಂತ್ರ್ಯಕ್ಕಾಗಿ ಬಲಿದಾನಗೈದ ಮಹಾತ್ಮರ ಸ್ಮರಣೆ ಹಾಗೂ ಜನ್ಮದಿನಾಚರಣೆಗಳನ್ನು ಅವಶ್ಯವಾಗಿ ಆಚರಿಸುವ ಮೂಲಕ ಮುಂದಿನ ಪೀಳಿಗೆಗೆ ಮಹಾನ್ ವ್ಯಕ್ತಿಗಳನ್ನು ಪರಿಚಯಿಸುವ ಅಗತ್ಯವಿದೆ. ಅಹಿಂಸೆಯಿಂದ ಏನೆಲ್ಲ ಸಾಧಿಸಲು ಅವಕಾಶವಿದೆ ಎಂದು ವಿಶ್ವಕ್ಕೆ [1171, 697, 1493, 811]
host-figure [551, 1691, 663, 1848]
street-play-photo [78, 817, 533, 985]
article-body [78, 987, 533, 1090]
poem-line: ಈ ಬಗೆಗಿನ ತೀರ್ಮಾನ ನಿಮ್ಮ ವಿವೇಚನೆಗೆ ಬಿಡುತ್ತಾ........ [1068, 2197, 1301, 2212]
paragraph: ತುಮಕೂರು,ಅ.4- ಭಾರತ ಸೇವಾದಳ ಜಿಲ್ಲಾ ಮತ್ತು ತಾಲೂಕು ಸಮಿತಿ ತುಮಕೂರು ಹಾಗೂ ಸೀತಾ ಪ್ರೌಢಶಾಲೆ ತುಮಕೂರು ಇವರ ಸಂಯುಕ್ತ ಆಶ್ರಯದಲ್ಲಿ ಮಹಾತ್ಮ ಗಾಂಧೀಜಿ ಹಾಗೂ ಲಾಲ್ ಬಹದ್ದೂರ್ ಶಾಸ್ತ್ರಿ ಅವರ ಜನ್ಮ ಜಯಂತಿಯನ್ನು ಮತ್ತು ಶ್ರಮದಾನದಿಂದ ಸ್ವಚ್ಛತಾ ಕಾರ್ಯಕ್ರಮವು ಸೀತಾ ಪ್ರೌಢಶಾಲೆ ಹನುಮಂತಪುರ ತುಮಕೂರು ಇಲ್ಲಿ ನಡೆಸಲಾಯಿತು. ಮೊದಲಿಗೆ ಸರ್ವಧರ್ಮೀಯ ಪ್ರಾರ್ಥನೆ, ಸಾಮೂಹಿಕವಾಗಿ ಧ್ವಜ ಗೀತೆಯನ್ನು ಹಾಡಲಾಯಿತು. ವೇದಿಕೆಯಲ್ಲಿ ಉಪಸ್ಥಿತರಿದ್ದ ಗಣ್ಯರಿಂದ ಗಾಂಧೀಜಿ ಮತ್ತು ಶಾಸ್ತ್ರಿ ಅವರ ಭಾವಚಿತ್ರಕ್ಕೆ ಪುಷ್ಪನಮನ ಅರ್ಪಿಸುವುದರ ಮೂಲಕ ಕಾರ್ಯಕ್ರಮವನ್ನು ಉದ್ಘಾಟಿಸಲಾಯಿತು. ಎಸ್.ಶಿವಕುಮಾರ್ ಜಿಲ್ಲಾ ಸಂಘಟಕರು ಪ್ರಾಸ್ತಾವಿಕ ನುಡಿಗಳನ್ನಾಡಿದರು. ನಂತರದಲ್ಲಿ ರಘುಪತಿ ರಾಘವ ಪ್ರಾರ್ಥನೆ ಕಾರ್ಯಕ್ರಮದಲ್ಲಿ ಭಾಗವಹಿಸಿದ ಎಲ್ಲರೂ [539, 1007, 782, 1254]
article-body [78, 408, 533, 685]
poem-line: ಧ್ವನಿಯ ಮುಖಾಂತರ ಆಡಿಸುವ ರಿಂಗ್ ಮಾಸ್ಟರ್ ನ ಕುಚೇಷ್ಟೆ.... [1024, 1708, 1278, 1723]
eye-logo-icon [559, 1608, 700, 1690]
headline-gandhi-huliyar: ಶಾಂತಿಯಿಂದಲೇ ಜಗತ್ತಿನ ಹೃದಯ ಗೆದ್ದ ರಾಷ್ಟ್ರಪಿತ [722, 626, 1324, 671]
poem-line: ಉತ್ತರವೂ ನಮಗೆ ತೋಚಿದಂತೆ, [1068, 2048, 1196, 2064]
headline-seva-dal: ಭಾರತ ಸೇವಾದಳದಿಂದ ಸೀತಾ ಪ್ರೌಢಶಾಲೆಯಲ್ಲಿ ಗಾಂಧಿಜಯಂತಿ ಆಚರಣೆ [616, 942, 1430, 983]
sign-text: ಬಿಗ್ ಬಾಸ್ [685, 1755, 883, 1816]
poem-line: ಅರಿವಿನಲ್ಲೊಂದು ನಿಗೂಢತೆ,....... [1024, 2176, 1164, 2191]
bag-distribution-photo [790, 164, 1193, 349]
season-number: 11 [783, 1685, 898, 1768]
refrain-line: ನಿಮ್ಮ ಕಲೆಯ ಪ್ರದರ್ಶನವೇ ಬಿಗ್ ಬಾಸ್...... [84, 1985, 266, 2000]
poem-line: ಬೋನಿನಲ್ಲಿ ಕೋತಿಗಳ ಕಲರವ, [1068, 1665, 1193, 1681]
article-bigg-boss [75, 1594, 1493, 2289]
refrain-line: ನಿಮ್ಮ ಪ್ರೀತಿ ಹಂಚಿಕೆಯ ಪ್ರದರ್ಶನವೇ ಬಿಗ್ ಬಾಸ್...... [84, 1900, 304, 1914]
author-name: ವಿವೇಕಾನಂದ. ಎಚ್.ಕೆ. [1389, 2218, 1487, 2233]
madilu-column-2 [791, 354, 993, 552]
refrain-line: ನಿಮ್ಮ ವ್ಯಕ್ತಿತ್ವದ ಹೊರಸೂಸುವಿಕೆಯ ಪ್ರದರ್ಶನವೇ ಬಿಗ್ ಬಾಸ್..... [84, 1920, 350, 1936]
paragraph: ಬಿಗ್ ಬಾಸ್ ಎಂದರೇ...... [128, 1772, 237, 1787]
madilu-column-4 [1198, 166, 1493, 403]
paragraph: ಮನುಷ್ಯ ಒಂದು ಪ್ರಾಣಿ. ಅದನ್ನು ನಿಸ ಹಣ ಪ್ರಚಾರ ಮುಂತಾದ ಆಮಿಷಗಳಿಂದ ಆಕರ್ಷಿಸಿ ಒಂದು ಬೋನಿನಲ್ಲಿ ಹಾಕಿ ಪ್ರಾಣಿಯಂತೆ ಆಡಿಸಿ ಜನರಿಗೆ ಮನರಂಜನೆ ನೀಡಿ ಹಣ ಮಾಡಲಾಗುತ್ತದೆ. ಹೆಚ್ಚು ಕಡಿಮೆ ಒಂದು ಸರ್ಕಸ್ ಕಂಪನಿಯಂತೆ. ಅದನ್ನು ಟಿವಿ ಮಾಧ್ಯಮ ಮಾಡುತ್ತಿದೆ. ಅದೇ ಬಿಗ್ ಬಾಸ್......... [551, 2096, 1018, 2154]
paragraph: ಒಟ್ಟಾರೆಯಾಗಿ ಈ ಮನರಂಜನ ಕಾರ್ಯಕ್ರಮ ಮಾಡಬಹುದಾದ ಪರಿಣಾಮದ ಬಗ್ಗೆ ಹೀಗೊಂದು ಅಭಿಪ್ರಾಯ...... [90, 1750, 529, 1766]
headline-bigg-boss: ನಿಮ್ಮ ತಾಳ್ಮೆಯ ಗುಣಮಟ್ಟದ ಪ್ರದರ್ಶನವೇ ಬಿಗ್‌ಬಾಸ್..? [292, 1515, 1276, 1578]
poem-line: ಅಸಹನೀಯ ---ನಾಟಕೀಯ ----ವರ್ತನೆ, [1068, 1835, 1233, 1851]
huliyar-bottom-left [539, 860, 1009, 920]
